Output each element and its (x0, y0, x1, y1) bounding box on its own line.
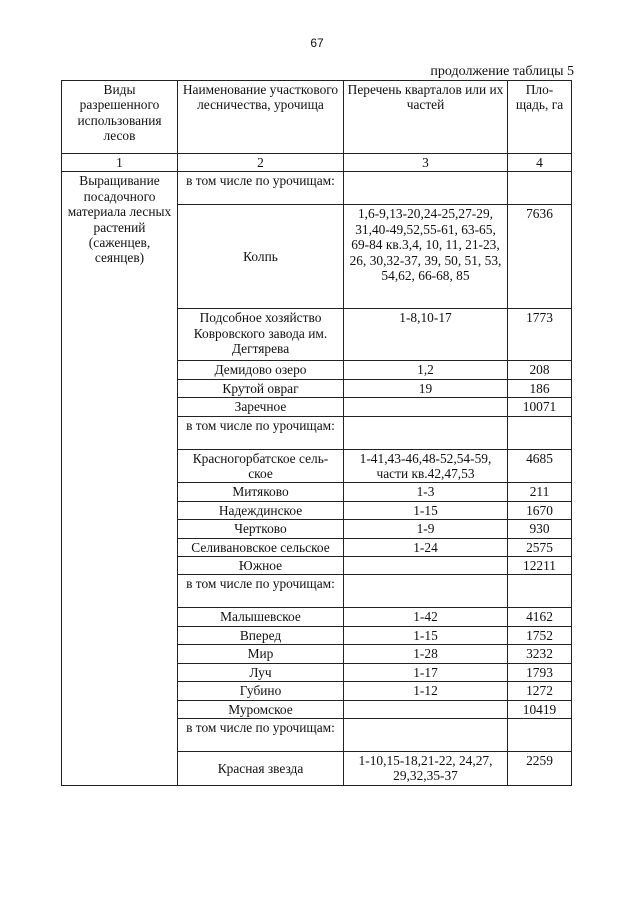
area-value: 4685 (508, 449, 572, 483)
forestry-name: Мир (178, 645, 344, 663)
block-list: 1-17 (344, 663, 508, 681)
block-list (344, 700, 508, 718)
forestry-name: Демидово озеро (178, 361, 344, 379)
forestry-name: Заречное (178, 398, 344, 416)
area-value: 12211 (508, 557, 572, 575)
forestry-name: в том числе по урочищам: (178, 575, 344, 608)
forest-use-type: Выращивание посадочного материала лесных растений (саженцев, сеянцев) (62, 172, 178, 785)
area-value: 211 (508, 483, 572, 501)
column-number: 1 (62, 154, 178, 172)
forestry-name: Вперед (178, 626, 344, 644)
block-list: 1-15 (344, 626, 508, 644)
forestry-name: Селивановское сельское (178, 538, 344, 556)
column-number: 2 (178, 154, 344, 172)
forestry-name: Красная звезда (178, 751, 344, 785)
block-list (344, 718, 508, 751)
block-list: 1-8,10-17 (344, 309, 508, 361)
forestry-name: Надеждинское (178, 501, 344, 519)
area-value: 1752 (508, 626, 572, 644)
page-number: 67 (310, 36, 324, 50)
forestry-name: Подсобное хозяйство Ковровского завода им. Дегтярева (178, 309, 344, 361)
block-list: 1-41,43-46,48-52,54-59, части кв.42,47,53 (344, 449, 508, 483)
area-value: 4162 (508, 608, 572, 626)
forestry-name: в том числе по урочищам: (178, 172, 344, 205)
area-value (508, 575, 572, 608)
block-list (344, 557, 508, 575)
column-header-use-type: Виды разрешенного использования лесов (62, 81, 178, 154)
forestry-name: в том числе по урочищам: (178, 416, 344, 449)
block-list (344, 416, 508, 449)
area-value: 2575 (508, 538, 572, 556)
forest-use-table (61, 80, 572, 786)
table-continuation-label: продолжение таблицы 5 (430, 64, 574, 79)
column-number: 4 (508, 154, 572, 172)
column-number: 3 (344, 154, 508, 172)
forestry-name: Южное (178, 557, 344, 575)
area-value: 10071 (508, 398, 572, 416)
forestry-name: Колпь (178, 205, 344, 309)
block-list: 1-10,15-18,21-22, 24,27, 29,32,35-37 (344, 751, 508, 785)
block-list (344, 172, 508, 205)
block-list: 1-24 (344, 538, 508, 556)
area-value: 1272 (508, 682, 572, 700)
block-list: 1,6-9,13-20,24-25,27-29, 31,40-49,52,55-61, 63-65, 69-84 кв.3,4, 10, 11, 21-23, 26, 30,32-37, 39, 50, 51, 53, 54,62, 66-68, 85 (344, 205, 508, 309)
column-header-forestry-name: Наименование участкового лесничества, урочища (178, 81, 344, 154)
block-list: 1-3 (344, 483, 508, 501)
block-list: 19 (344, 379, 508, 397)
block-list (344, 398, 508, 416)
area-value: 10419 (508, 700, 572, 718)
table-row (62, 172, 572, 205)
forestry-name: Муромское (178, 700, 344, 718)
area-value: 7636 (508, 205, 572, 309)
area-value: 1670 (508, 501, 572, 519)
area-value: 1793 (508, 663, 572, 681)
block-list: 1-12 (344, 682, 508, 700)
block-list: 1,2 (344, 361, 508, 379)
area-value: 186 (508, 379, 572, 397)
forestry-name: Митяково (178, 483, 344, 501)
area-value: 930 (508, 520, 572, 538)
block-list (344, 575, 508, 608)
block-list: 1-28 (344, 645, 508, 663)
area-value (508, 172, 572, 205)
forestry-name: Чертково (178, 520, 344, 538)
area-value (508, 416, 572, 449)
forestry-name: Губино (178, 682, 344, 700)
column-header-blocks: Перечень кварталов или их частей (344, 81, 508, 154)
forestry-name: Луч (178, 663, 344, 681)
area-value: 3232 (508, 645, 572, 663)
column-number-row (62, 154, 572, 172)
block-list: 1-15 (344, 501, 508, 519)
header-row (62, 81, 572, 154)
area-value: 2259 (508, 751, 572, 785)
block-list: 1-9 (344, 520, 508, 538)
block-list: 1-42 (344, 608, 508, 626)
column-header-area: Пло-щадь, га (508, 81, 572, 154)
forestry-name: Крутой овраг (178, 379, 344, 397)
forestry-name: в том числе по урочищам: (178, 718, 344, 751)
area-value: 208 (508, 361, 572, 379)
area-value (508, 718, 572, 751)
forestry-name: Красногорбатское сель-ское (178, 449, 344, 483)
area-value: 1773 (508, 309, 572, 361)
forestry-name: Малышевское (178, 608, 344, 626)
